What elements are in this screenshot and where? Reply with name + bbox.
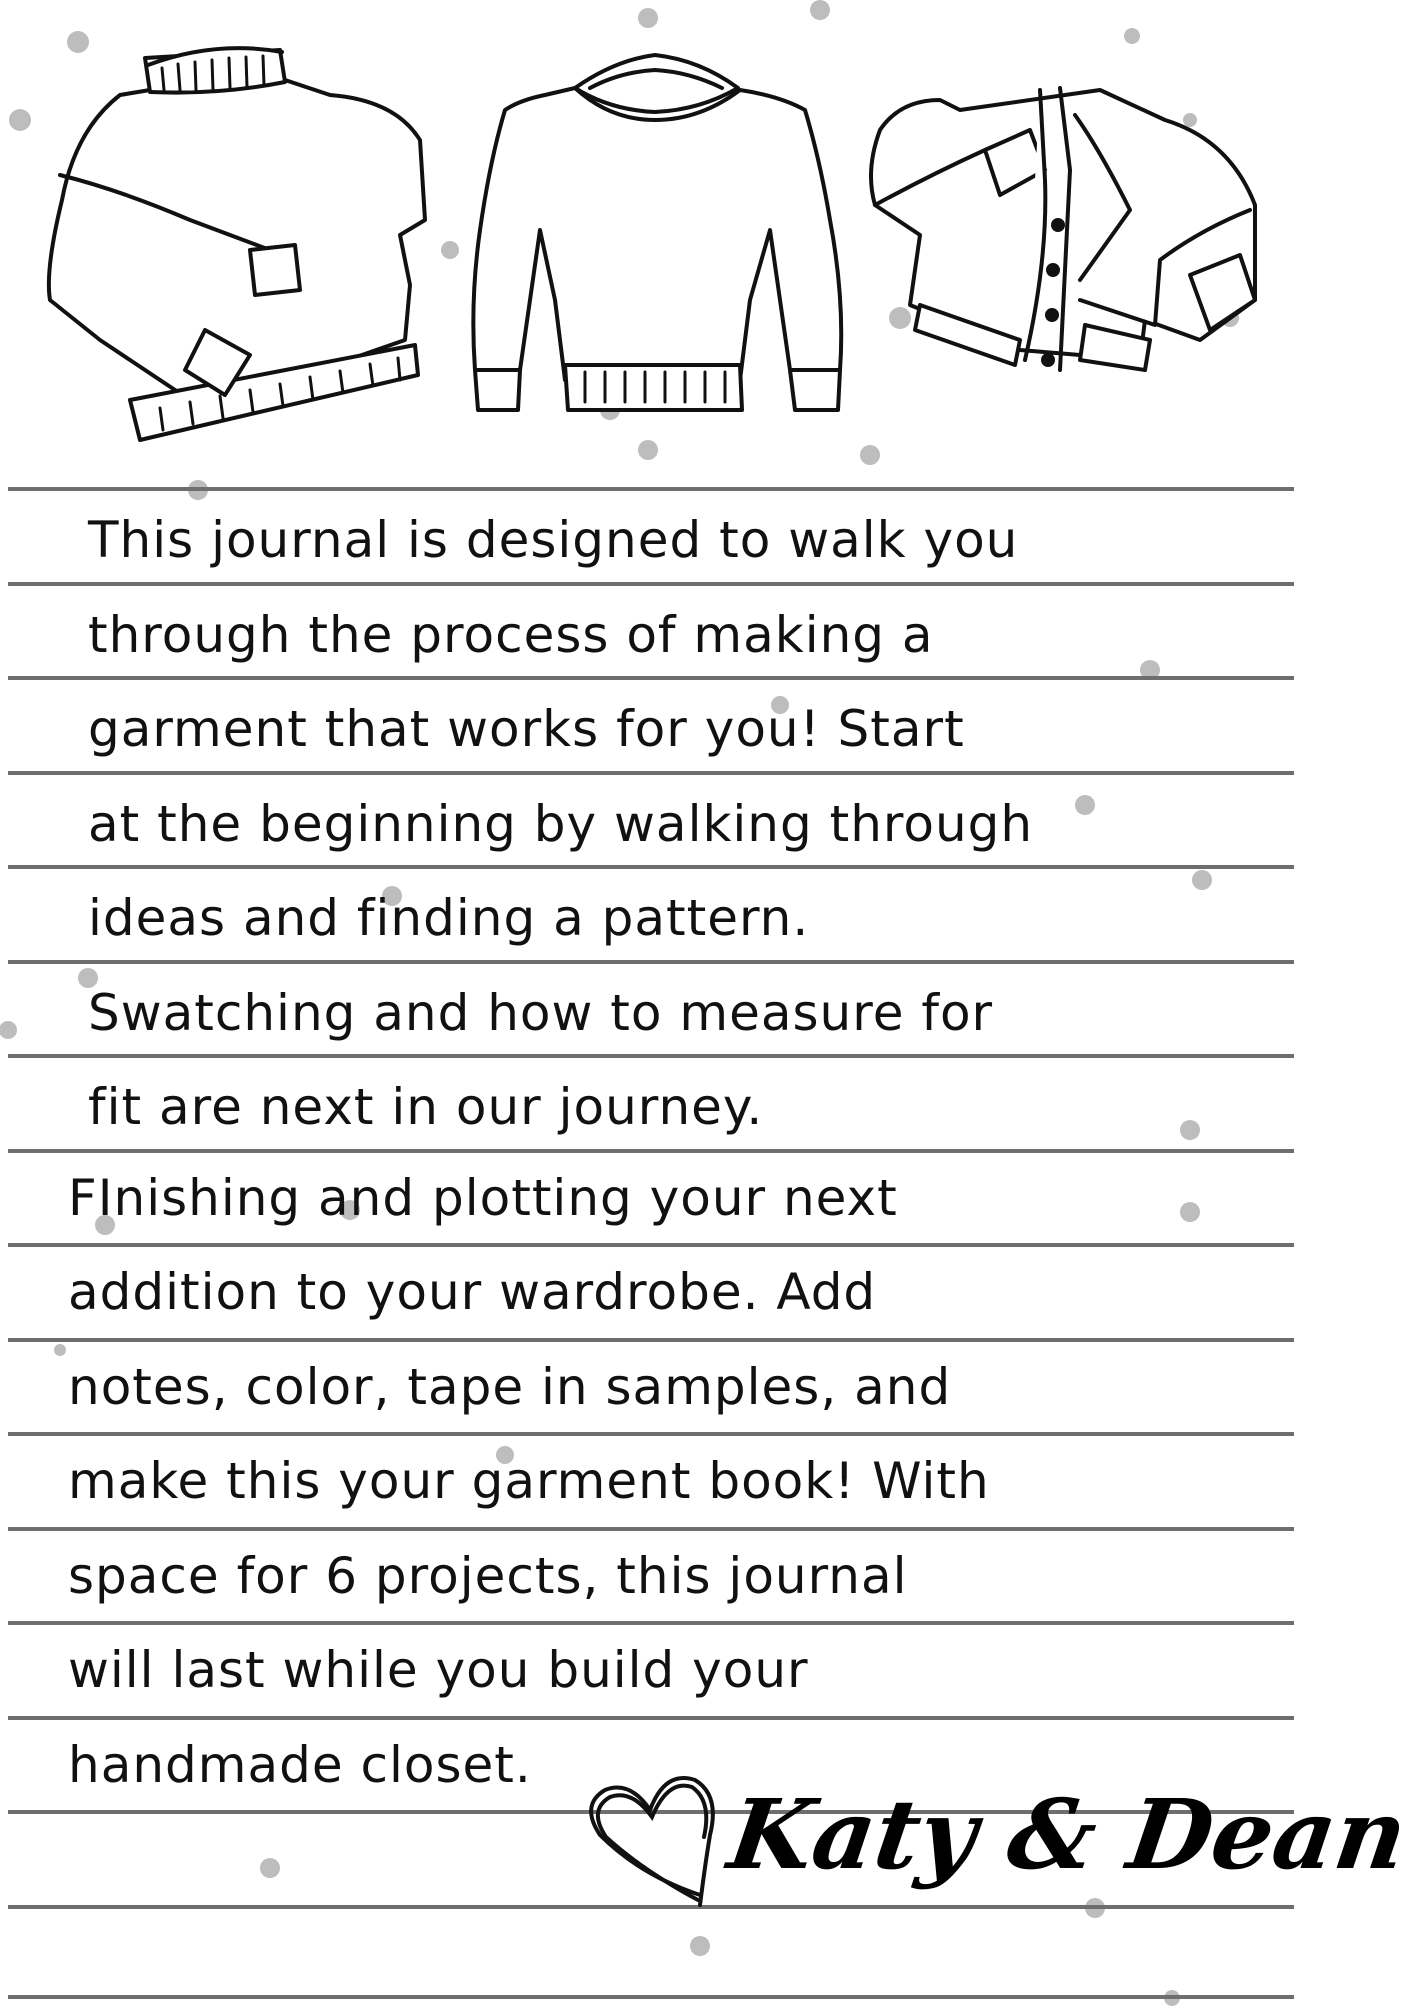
body-line-3: garment that works for you! Start	[88, 700, 965, 758]
ruled-line	[8, 582, 1294, 586]
crewneck-sweater-icon	[473, 55, 841, 410]
ruled-line	[8, 487, 1294, 491]
ruled-line	[8, 865, 1294, 869]
ruled-line	[8, 676, 1294, 680]
body-line-12: space for 6 projects, this journal	[68, 1547, 908, 1605]
ruled-line	[8, 1527, 1294, 1531]
heart-icon	[580, 1765, 730, 1925]
body-line-14: handmade closet.	[68, 1736, 532, 1794]
body-line-5: ideas and finding a pattern.	[88, 889, 810, 947]
turtleneck-sweater-icon	[49, 48, 425, 440]
ruled-line	[8, 1243, 1294, 1247]
body-line-13: will last while you build your	[68, 1641, 809, 1699]
background-dot	[260, 1858, 280, 1878]
body-line-11: make this your garment book! With	[68, 1452, 990, 1510]
body-line-8: FInishing and plotting your next	[68, 1169, 898, 1227]
background-dot	[1192, 870, 1212, 890]
ruled-line	[8, 1621, 1294, 1625]
ruled-line	[8, 771, 1294, 775]
ruled-line	[8, 1716, 1294, 1720]
ruled-line	[8, 1149, 1294, 1153]
body-line-7: fit are next in our journey.	[88, 1078, 764, 1136]
background-dot	[1180, 1120, 1200, 1140]
background-dot	[1180, 1202, 1200, 1222]
sweater-illustrations	[0, 0, 1294, 470]
background-dot	[690, 1936, 710, 1956]
background-dot	[54, 1344, 66, 1356]
background-dot	[0, 1021, 17, 1039]
body-line-2: through the process of making a	[88, 606, 934, 664]
signature: Katy & Dean	[722, 1778, 1414, 1891]
body-line-10: notes, color, tape in samples, and	[68, 1358, 952, 1416]
body-line-1: This journal is designed to walk you	[88, 511, 1019, 569]
ruled-line	[8, 1054, 1294, 1058]
ruled-line	[8, 1995, 1294, 1999]
body-line-6: Swatching and how to measure for	[88, 984, 994, 1042]
body-line-4: at the beginning by walking through	[88, 795, 1034, 853]
ruled-line	[8, 1432, 1294, 1436]
cardigan-icon	[871, 88, 1255, 370]
ruled-line	[8, 1338, 1294, 1342]
body-line-9: addition to your wardrobe. Add	[68, 1263, 877, 1321]
background-dot	[1075, 795, 1095, 815]
ruled-line	[8, 960, 1294, 964]
